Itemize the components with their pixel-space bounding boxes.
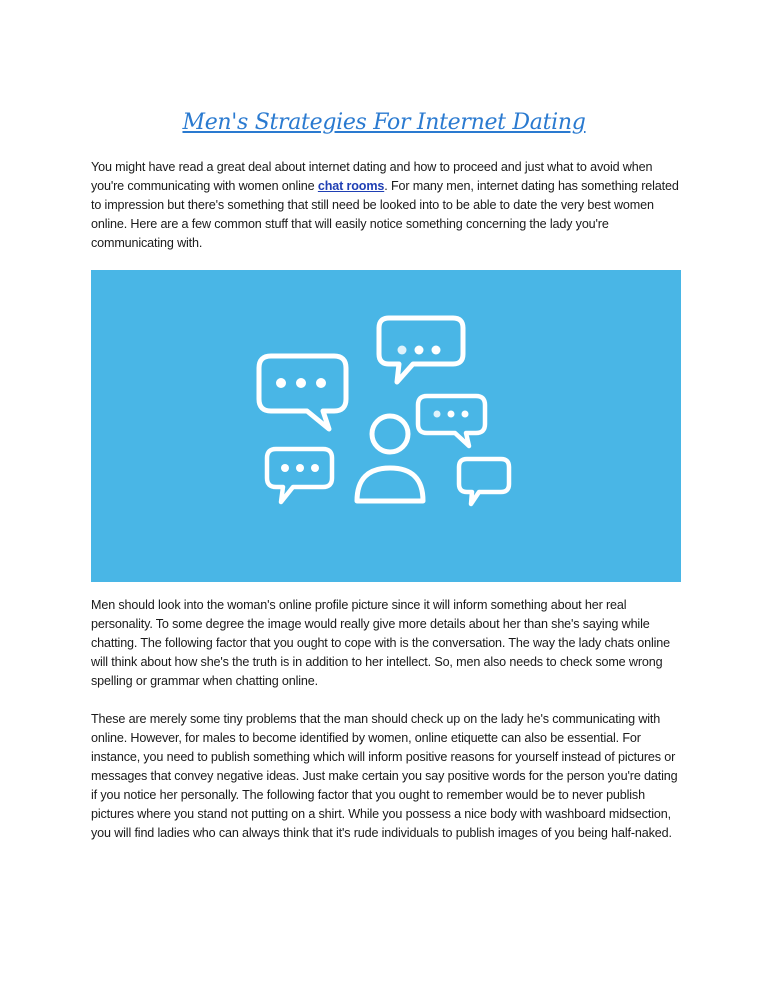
user-icon <box>357 416 423 501</box>
chat-bubble-icon <box>267 449 332 502</box>
intro-text-before: You might have read a great deal about internet dating and how to proceed and just what to avoid when you're communicating with women online <box>91 160 653 193</box>
etiquette-paragraph: These are merely some tiny problems that the man should check up on the lady he's communicating with online. However, for males to become identified by women, online etiquette can also be essential. For instance, you need to publish something which will inform positive reasons for yourself instead of pictures or messages that convey negative ideas. Just make certain you say positive words for the person you're dating if you notice her personally. The following factor that you ought to remember would be to never publish pictures where you stand not putting on a shirt. While you possess a nice body with washboard midsection, you will find ladies who can always think that it's rude individuals to publish images of you being half-naked. <box>91 712 678 840</box>
chat-bubble-icon <box>418 396 485 446</box>
chat-bubble-icon <box>459 459 509 504</box>
chat-rooms-link[interactable]: chat rooms <box>317 179 385 193</box>
intro-paragraph <box>91 158 683 253</box>
intro-text-after: . For many men, internet dating has something related to impression but there's something that still need be looked into to be able to date the very best women online. Here are a few common stuff that will easily notice something concerning the lady you're communicating with. <box>91 179 679 250</box>
chat-bubble-icon <box>259 356 346 429</box>
profile-paragraph: Men should look into the woman's online profile picture since it will inform something about her real personality. To some degree the image would really give more details about her than she's saying while chatting. The following factor that you ought to cope with is the conversation. The way the lady chats online will think about how she's the truth is in addition to her intellect. So, men also needs to check some wrong spelling or grammar when chatting online. <box>91 598 670 688</box>
chat-illustration <box>91 270 681 582</box>
chat-bubble-icon <box>379 318 463 382</box>
page-title: Men's Strategies For Internet Dating <box>182 110 586 135</box>
